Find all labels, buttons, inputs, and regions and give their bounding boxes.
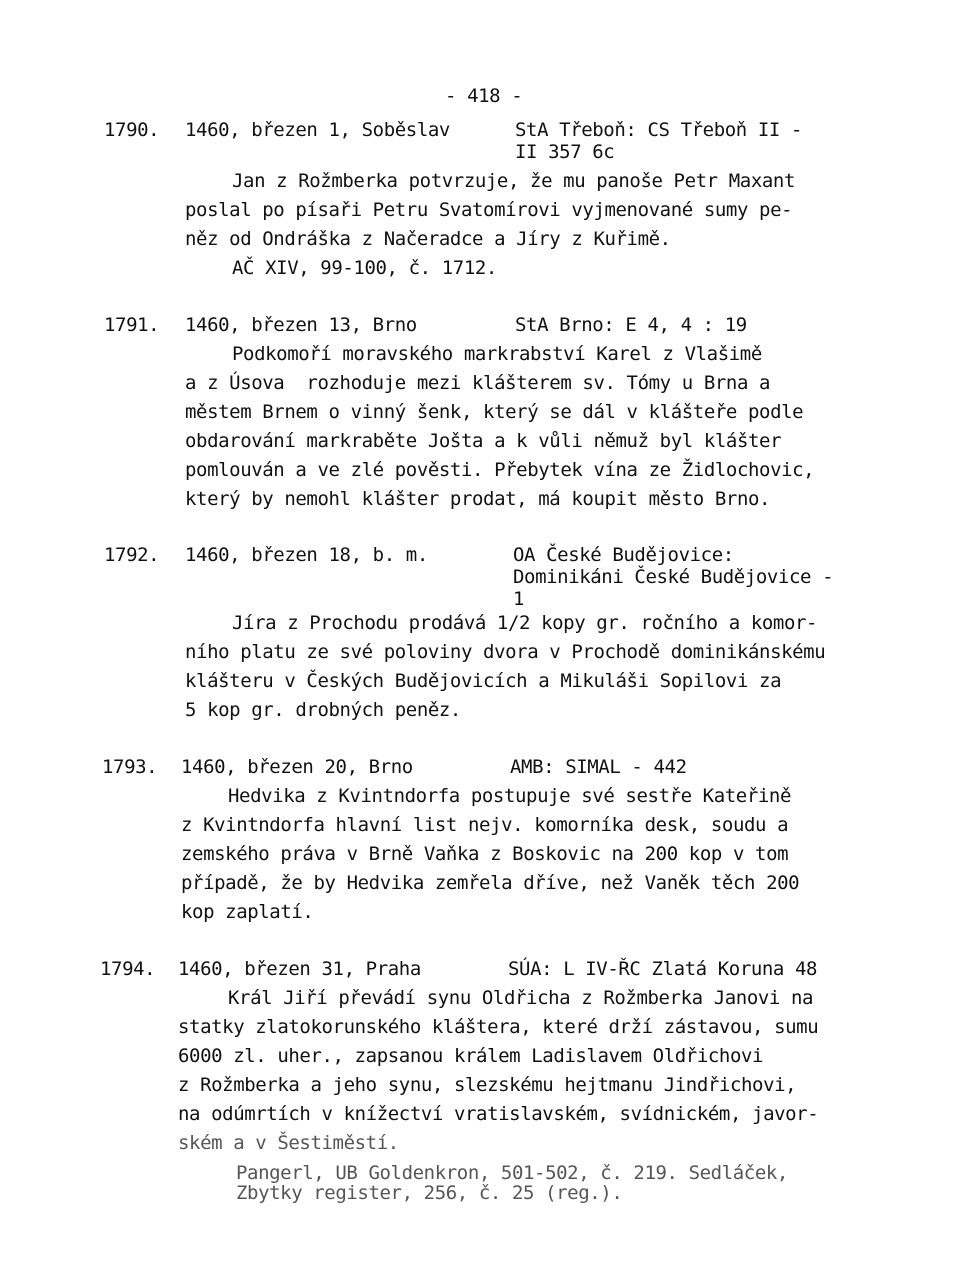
entry-body-line: zemského práva v Brně Vaňka z Boskovic na 200 kop v tom — [181, 843, 789, 865]
entry-reference-line: AČ XIV, 99-100, č. 1712. — [232, 257, 497, 279]
entry-number: 1790. — [104, 119, 160, 141]
entry-body-line: ském a v Šestiměstí. — [178, 1132, 399, 1154]
entry-reference-line: Pangerl, UB Goldenkron, 501-502, č. 219. Sedláček, — [236, 1162, 788, 1184]
entry-body-line: pomlouván a ve zlé pověsti. Přebytek vína ze Židlochovic, — [185, 459, 815, 481]
entry-body-line: Podkomoří moravského markrabství Karel z Vlašimě — [232, 343, 762, 365]
entry-body-line: kop zaplatí. — [181, 901, 314, 923]
entry-body-line: Král Jiří převádí synu Oldřicha z Rožmberka Janovi na — [228, 987, 814, 1009]
entry-source-line: SÚA: L IV-ŘC Zlatá Koruna 48 — [508, 958, 818, 980]
entry-date-place: 1460, březen 18, b. m. — [185, 544, 428, 566]
entry-body-line: z Kvintndorfa hlavní list nejv. komorníka desk, soudu a — [181, 814, 789, 836]
entry-date-place: 1460, březen 20, Brno — [181, 756, 413, 778]
entry-source-line: Dominikáni České Budějovice - — [513, 566, 834, 588]
entry-body-line: 6000 zl. uher., zapsanou králem Ladislavem Oldřichovi — [178, 1045, 764, 1067]
entry-number: 1794. — [100, 958, 156, 980]
entry-body-line: statky zlatokorunského kláštera, které drží zástavou, sumu — [178, 1016, 819, 1038]
entry-body-line: něz od Ondráška z Načeradce a Jíry z Kuřimě. — [185, 228, 671, 250]
entry-source-line: StA Třeboň: CS Třeboň II - — [515, 119, 803, 141]
entry-body-line: klášteru v Českých Budějovicích a Mikuláši Sopilovi za — [185, 670, 782, 692]
entry-source-line: II 357 6c — [515, 141, 615, 163]
entry-body-line: 5 kop gr. drobných peněz. — [185, 699, 461, 721]
entry-body-line: Jíra z Prochodu prodává 1/2 kopy gr. ročního a komor- — [232, 612, 818, 634]
entry-date-place: 1460, březen 31, Praha — [178, 958, 421, 980]
entry-body-line: poslal po písaři Petru Svatomírovi vyjmenované sumy pe- — [185, 199, 793, 221]
entry-source-line: 1 — [513, 588, 525, 610]
entry-body-line: Jan z Rožmberka potvrzuje, že mu panoše Petr Maxant — [232, 170, 795, 192]
entry-number: 1792. — [104, 544, 160, 566]
entry-body-line: na odúmrtích v knížectví vratislavském, svídnickém, javor- — [178, 1103, 819, 1125]
entry-date-place: 1460, březen 13, Brno — [185, 314, 417, 336]
entry-source-line: StA Brno: E 4, 4 : 19 — [515, 314, 747, 336]
entry-body-line: obdarování markraběte Jošta a k vůli němuž byl klášter — [185, 430, 782, 452]
entry-number: 1793. — [102, 756, 158, 778]
entry-body-line: případě, že by Hedvika zemřela dříve, než Vaněk těch 200 — [181, 872, 800, 894]
entry-body-line: Hedvika z Kvintndorfa postupuje své sestře Kateřině — [228, 785, 791, 807]
entry-body-line: který by nemohl klášter prodat, má koupit město Brno. — [185, 488, 771, 510]
entry-reference-line: Zbytky register, 256, č. 25 (reg.). — [236, 1182, 623, 1204]
entry-body-line: z Rožmberka a jeho synu, slezskému hejtmanu Jindřichovi, — [178, 1074, 797, 1096]
entry-body-line: a z Úsova rozhoduje mezi klášterem sv. Tómy u Brna a — [185, 372, 771, 394]
entry-source-line: OA České Budějovice: — [513, 544, 734, 566]
entry-date-place: 1460, březen 1, Soběslav — [185, 119, 450, 141]
entry-number: 1791. — [104, 314, 160, 336]
entry-body-line: ního platu ze své poloviny dvora v Prochodě dominikánskému — [185, 641, 826, 663]
entry-source-line: AMB: SIMAL - 442 — [510, 756, 687, 778]
entry-body-line: městem Brnem o vinný šenk, který se dál v klášteře podle — [185, 401, 804, 423]
page-number: - 418 - — [445, 85, 523, 107]
